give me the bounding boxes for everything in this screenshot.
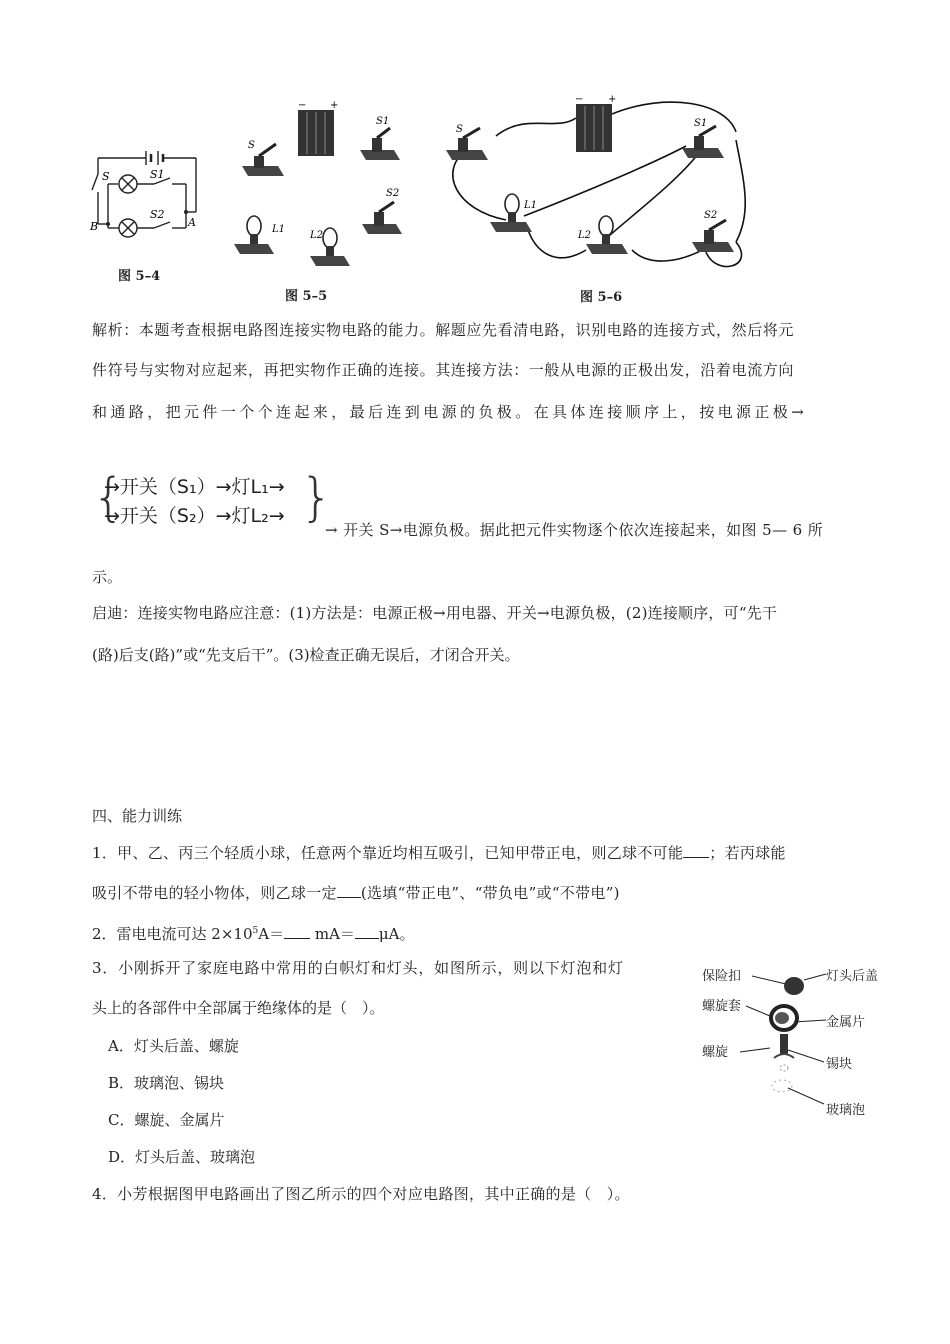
brace-row-1: →开关（S₁）→灯L₁→ xyxy=(104,476,285,498)
battery-icon xyxy=(576,104,612,152)
svg-text:S1: S1 xyxy=(694,118,708,129)
q2-blank-1[interactable] xyxy=(284,938,310,939)
analysis-line-5: 示。 xyxy=(92,568,123,586)
hint-line-1: 启迪：连接实物电路应注意：(1)方法是：电源正极→用电器、开关→电源负极，(2)连接顺序，可“先干 xyxy=(92,604,778,622)
switch-s2-icon xyxy=(362,202,402,234)
svg-text:保险扣: 保险扣 xyxy=(702,969,742,984)
analysis-line-3: 和通路，把元件一个个连起来，最后连到电源的负极。在具体连接顺序上，按电源正极→ xyxy=(92,403,808,421)
analysis-line-1: 解析：本题考查根据电路图连接实物电路的能力。解题应先看清电路，识别电路的连接方式，然后将元 xyxy=(92,321,795,339)
svg-text:螺旋: 螺旋 xyxy=(702,1045,729,1060)
section-title: 四、能力训练 xyxy=(92,807,183,825)
battery-icon xyxy=(298,110,334,156)
svg-text:S2: S2 xyxy=(704,210,718,221)
q3-option-c[interactable]: C．螺旋、金属片 xyxy=(108,1111,225,1129)
brace-row-2: →开关（S₂）→灯L₂→ xyxy=(104,505,285,527)
fig54-label-a: A xyxy=(188,216,196,229)
switch-s-icon xyxy=(446,128,488,160)
fig54-label-b: B xyxy=(90,220,99,233)
svg-text:+: + xyxy=(330,100,339,111)
fig54-label-s1: S1 xyxy=(150,168,165,181)
figure-5-4-caption: 图 5–4 xyxy=(118,269,161,284)
q3-option-b[interactable]: B．玻璃泡、锡块 xyxy=(108,1074,225,1092)
svg-text:S: S xyxy=(248,140,255,151)
svg-text:L2: L2 xyxy=(310,230,324,241)
switch-s2-icon xyxy=(692,220,734,252)
connection-sequence-brace xyxy=(92,468,334,530)
question-1-line-1: 1．甲、乙、丙三个轻质小球，任意两个靠近均相互吸引，已知甲带正电，则乙球不可能 ；若丙球能 xyxy=(92,844,786,862)
fig54-label-s2: S2 xyxy=(150,208,165,221)
switch-s1-icon xyxy=(682,126,724,158)
lamp-l2-icon xyxy=(586,216,628,254)
fig54-label-s: S xyxy=(102,170,110,183)
svg-text:S2: S2 xyxy=(386,188,400,199)
question-1-line-2: 吸引不带电的轻小物体，则乙球一定 (选填“带正电”、“带负电”或“不带电”) xyxy=(92,884,620,902)
question-3-line-1: 3．小刚拆开了家庭电路中常用的白帜灯和灯头，如图所示，则以下灯泡和灯 xyxy=(92,959,624,977)
svg-text:S: S xyxy=(456,124,463,135)
svg-text:S1: S1 xyxy=(376,116,390,127)
svg-text:灯头后盖: 灯头后盖 xyxy=(826,969,879,984)
svg-text:金属片: 金属片 xyxy=(826,1015,866,1030)
svg-text:+: + xyxy=(608,94,617,105)
svg-text:−: − xyxy=(575,94,584,105)
analysis-line-4: → 开关 S→电源负极。据此把元件实物逐个依次连接起来，如图 5— 6 所 xyxy=(325,521,824,539)
q1-blank-1[interactable] xyxy=(683,857,709,858)
svg-text:L1: L1 xyxy=(524,200,538,211)
svg-text:螺旋套: 螺旋套 xyxy=(702,999,742,1014)
figure-5-5-caption: 图 5–5 xyxy=(285,289,328,304)
figure-5-5-components xyxy=(228,98,418,273)
left-brace: { xyxy=(92,468,126,528)
figure-5-6-wired-circuit xyxy=(436,92,752,282)
figure-5-6-caption: 图 5–6 xyxy=(580,290,623,305)
hint-line-2: (路)后支(路)”或“先支后干”。(3)检查正确无误后，才闭合开关。 xyxy=(92,646,520,664)
switch-s1-icon xyxy=(360,128,400,160)
q1-blank-2[interactable] xyxy=(337,897,361,898)
question-4: 4．小芳根据图甲电路画出了图乙所示的四个对应电路图，其中正确的是（ ）。 xyxy=(92,1185,630,1203)
lamp-l1-icon xyxy=(234,216,274,254)
q3-option-a[interactable]: A．灯头后盖、螺旋 xyxy=(108,1037,239,1055)
svg-text:−: − xyxy=(298,100,307,111)
svg-text:锡块: 锡块 xyxy=(826,1057,853,1072)
svg-text:玻璃泡: 玻璃泡 xyxy=(826,1103,866,1118)
q2-blank-2[interactable] xyxy=(355,938,379,939)
svg-text:L2: L2 xyxy=(578,230,592,241)
lamp-cap-icon xyxy=(771,977,804,1092)
question-3-line-2: 头上的各部件中全部属于绝缘体的是（ ）。 xyxy=(92,999,385,1017)
question-2: 2．雷电电流可达 $2\times 10^5A= mA= \mu A$。 xyxy=(92,925,415,943)
svg-text:L1: L1 xyxy=(272,224,286,235)
analysis-line-2: 件符号与实物对应起来，再把实物作正确的连接。其连接方法：一般从电源的正极出发，沿着电流方向 xyxy=(92,361,795,379)
lamp-parts-figure xyxy=(700,958,895,1128)
right-brace: } xyxy=(300,468,334,528)
q3-option-d[interactable]: D．灯头后盖、玻璃泡 xyxy=(108,1148,256,1166)
